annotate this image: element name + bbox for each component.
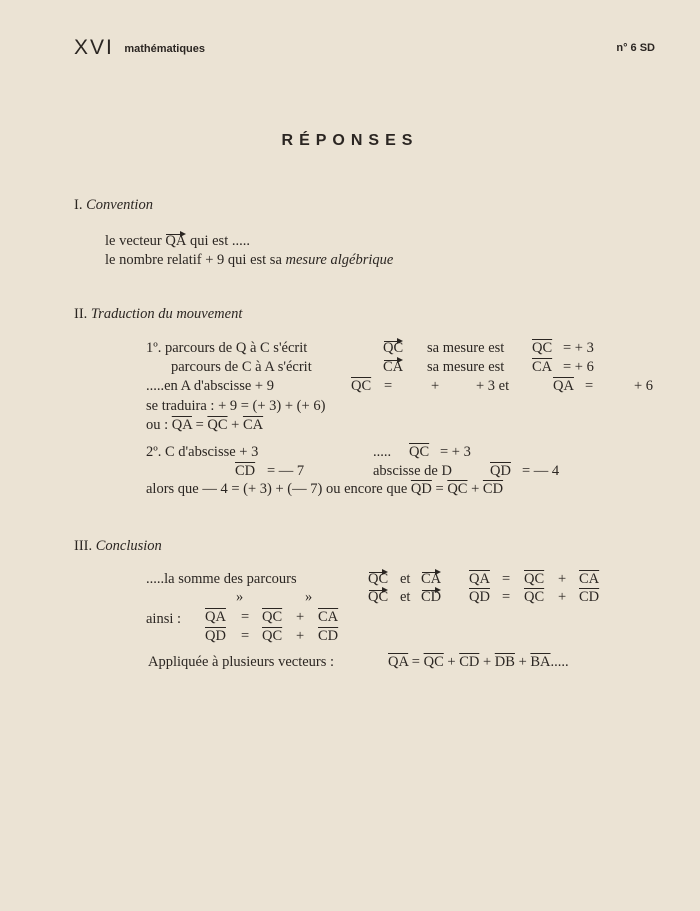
convention-line-2 (105, 252, 393, 269)
section-3-heading (74, 538, 162, 555)
text: le nombre relatif + 9 qui est sa (105, 252, 282, 268)
measure-QC: $\overline{QC}$ (447, 481, 468, 497)
text: = + 6 (563, 359, 594, 375)
text: + (482, 654, 492, 670)
text: ..... (550, 654, 569, 670)
measure-QA: $\overline{QA}$ (553, 378, 574, 394)
section-title: Conclusion (95, 538, 162, 554)
vector-QC: QC (368, 589, 389, 605)
text: .....la somme des parcours (146, 571, 297, 587)
measure-CD: $\overline{CD}$ (235, 463, 256, 479)
vector-QC: QC (368, 571, 389, 587)
measure-BA: $\overline{BA}$ (530, 654, 551, 670)
section-title: Convention (86, 197, 153, 213)
measure-QA: $\overline{QA}$ (171, 417, 192, 433)
measure-QC: $\overline{QC}$ (351, 378, 372, 394)
measure-QC: $\overline{QC}$ (524, 571, 545, 587)
text: Appliquée à plusieurs vecteurs : (148, 654, 335, 670)
text: + (447, 654, 456, 670)
measure-CA: $\overline{CA}$ (579, 571, 600, 587)
text: ou : (146, 417, 169, 433)
measure-QD: $\overline{QD}$ (469, 589, 490, 605)
vector-QA: QA (165, 233, 187, 249)
measure-CA: $\overline{CA}$ (532, 359, 553, 375)
text: + (558, 571, 567, 587)
text: alors que — 4 = (+ 3) + (— 7) ou encore que (146, 481, 408, 497)
text: = (411, 654, 420, 670)
subject-label: mathématiques (124, 43, 206, 55)
convention-line-1 (105, 233, 250, 250)
measure-QD: $\overline{QD}$ (490, 463, 511, 479)
text: sa mesure est (427, 359, 505, 375)
text: abscisse de D (373, 463, 452, 479)
section-number: I. (74, 197, 83, 213)
section-title: Traduction du mouvement (90, 306, 243, 322)
text: sa mesure est (427, 340, 505, 356)
measure-QC: $\overline{QC}$ (262, 609, 283, 625)
text: = (585, 378, 594, 394)
text: + (431, 378, 440, 394)
measure-DB: $\overline{DB}$ (494, 654, 515, 670)
vector-CA: CA (383, 359, 404, 375)
text: ..... (373, 444, 392, 460)
section-2-heading (74, 306, 242, 323)
text: se traduira : + 9 = (+ 3) + (+ 6) (146, 398, 326, 414)
text: qui est ..... (189, 233, 250, 249)
text: + (231, 417, 240, 433)
measure-QC: $\overline{QC}$ (423, 654, 444, 670)
measure-QA: $\overline{QA}$ (205, 609, 226, 625)
text: = (502, 589, 511, 605)
text: = + 3 (440, 444, 471, 460)
text: = (195, 417, 204, 433)
measure-CD: $\overline{CD}$ (482, 481, 504, 497)
text: = (384, 378, 393, 394)
text: = — 4 (522, 463, 560, 479)
vector-CD: CD (421, 589, 442, 605)
section-number: III. (74, 538, 93, 554)
measure-CA: $\overline{CA}$ (242, 417, 264, 433)
page-header-left (74, 36, 205, 60)
page-title: RÉPONSES (281, 132, 419, 149)
text: + (471, 481, 480, 497)
equation-row (388, 654, 569, 671)
text: ainsi : (146, 611, 182, 627)
measure-QC: $\overline{QC}$ (524, 589, 545, 605)
text: = (241, 628, 250, 644)
equation-row (146, 481, 503, 498)
measure-QC: $\overline{QC}$ (207, 417, 228, 433)
text: et (400, 589, 411, 605)
text: 1º. parcours de Q à C s'écrit (146, 340, 308, 356)
section-1-heading (74, 197, 153, 214)
text: + (558, 589, 567, 605)
vector-CA: CA (421, 571, 442, 587)
text: = (502, 571, 511, 587)
text: = + 3 (563, 340, 594, 356)
text: » (236, 589, 244, 605)
measure-QA: $\overline{QA}$ (388, 654, 409, 670)
text: = (241, 609, 250, 625)
text: » (305, 589, 313, 605)
measure-CD: $\overline{CD}$ (579, 589, 600, 605)
page-number-roman: XVI (74, 36, 114, 59)
text: = — 7 (267, 463, 305, 479)
vector-QC: QC (383, 340, 404, 356)
text: = (435, 481, 444, 497)
text: + (518, 654, 527, 670)
text: le vecteur (105, 233, 162, 249)
measure-QA: $\overline{QA}$ (469, 571, 490, 587)
text: 2º. C d'abscisse + 3 (146, 444, 259, 460)
text: + 3 et (476, 378, 510, 394)
emphasis: mesure algébrique (285, 252, 394, 268)
measure-CD: $\overline{CD}$ (459, 654, 480, 670)
measure-QC: $\overline{QC}$ (532, 340, 553, 356)
measure-QD: $\overline{QD}$ (410, 481, 432, 497)
measure-CD: $\overline{CD}$ (318, 628, 339, 644)
measure-QD: $\overline{QD}$ (205, 628, 226, 644)
measure-QC: $\overline{QC}$ (409, 444, 430, 460)
measure-QC: $\overline{QC}$ (262, 628, 283, 644)
text: parcours de C à A s'écrit (171, 359, 312, 375)
text: + 6 (634, 378, 654, 394)
text: .....en A d'abscisse + 9 (146, 378, 274, 394)
text: et (400, 571, 411, 587)
section-number: II. (74, 306, 88, 322)
equation-row (146, 417, 263, 434)
text: + (296, 609, 305, 625)
issue-label: n° 6 SD (616, 42, 655, 54)
text: + (296, 628, 305, 644)
measure-CA: $\overline{CA}$ (318, 609, 339, 625)
